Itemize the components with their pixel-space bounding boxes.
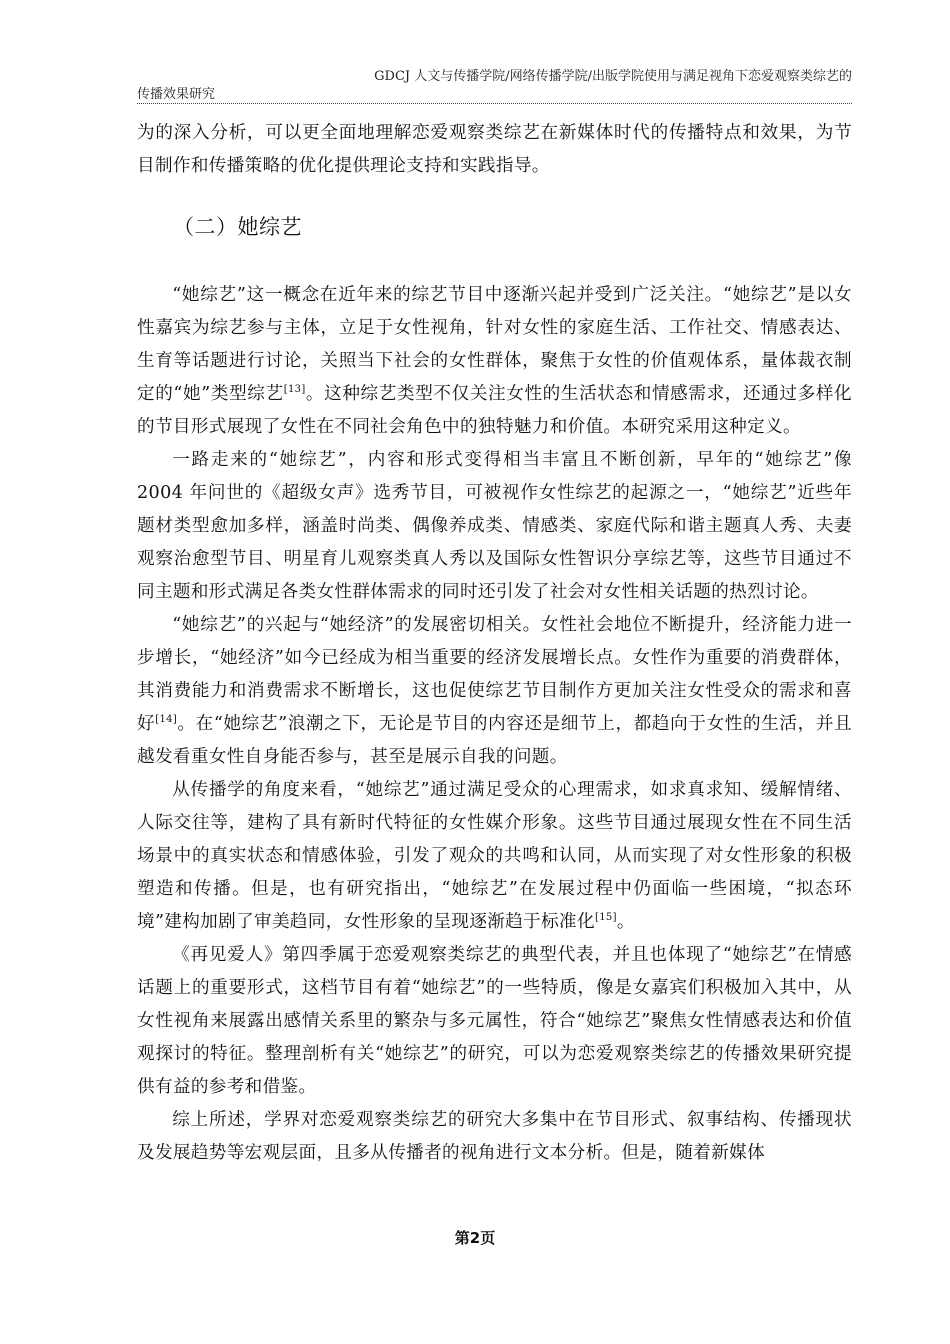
paragraph-1: [137, 279, 852, 444]
paragraph-text: 。这种综艺类型不仅关注女性的生活状态和情感需求，还通过多样化的节目形式展现了女性在不同社会角色中的独特魅力和价值。本研究采用这种定义。: [137, 384, 853, 437]
header-divider: [137, 103, 852, 104]
section-heading: （二）她综艺: [173, 215, 302, 239]
paragraph-text: 。在“她综艺”浪潮之下，无论是节目的内容还是细节上，都趋向于女性的生活，并且越发看重女性自身能否参与，甚至是展示自我的问题。: [137, 714, 852, 767]
paragraph-5: [137, 939, 852, 1104]
citation-13: [13]: [283, 384, 306, 395]
paragraph-6: [137, 1104, 852, 1170]
paragraph-3: [137, 609, 852, 774]
header-line-1: GDCJ 人文与传播学院/网络传播学院/出版学院使用与满足视角下恋爱观察类综艺的: [374, 69, 852, 84]
intro-continuation: 为的深入分析，可以更全面地理解恋爱观察类综艺在新媒体时代的传播特点和效果，为节目制作和传播策略的优化提供理论支持和实践指导。: [137, 123, 852, 176]
paragraph-text: “她综艺”这一概念在近年来的综艺节目中逐渐兴起并受到广泛关注。“她综艺”是以女性嘉宾为综艺参与主体，立足于女性视角，针对女性的家庭生活、工作社交、情感表达、生育等话题进行讨论，关照当下社会的女性群体，聚焦于女性的价值观体系，量体裁衣制定的“她”类型综艺: [137, 285, 852, 404]
paragraph-text: 综上所述，学界对恋爱观察类综艺的研究大多集中在节目形式、叙事结构、传播现状及发展趋势等宏观层面，且多从传播者的视角进行文本分析。但是，随着新媒体: [137, 1110, 852, 1163]
paragraph-text: 。: [616, 912, 635, 932]
paragraph-2: [137, 444, 852, 609]
citation-14: [14]: [155, 714, 178, 725]
paragraph-text: 一路走来的“她综艺”，内容和形式变得相当丰富且不断创新，早年的“她综艺”像 2004 年问世的《超级女声》选秀节目，可被视作女性综艺的起源之一，“她综艺”近些年题材类型愈加多样，涵盖时尚类、偶像养成类、情感类、家庭代际和谐主题真人秀、夫妻观察治愈型节目、明星育儿观察类真人秀以及国际女性智识分享综艺等，这些节目通过不同主题和形式满足各类女性群体需求的同时还引发了社会对女性相关话题的热烈讨论。: [137, 450, 852, 602]
page-number: 第2页: [454, 1229, 496, 1247]
citation-15: [15]: [594, 912, 617, 923]
paragraph-text: 《再见爱人》第四季属于恋爱观察类综艺的典型代表，并且也体现了“她综艺”在情感话题上的重要形式，这档节目有着“她综艺”的一些特质，像是女嘉宾们积极加入其中，从女性视角来展露出感情关系里的繁杂与多元属性，符合“她综艺”聚焦女性情感表达和价值观探讨的特征。整理剖析有关“她综艺”的研究，可以为恋爱观察类综艺的传播效果研究提供有益的参考和借鉴。: [137, 945, 852, 1097]
header-line-2: 传播效果研究: [137, 87, 216, 102]
paragraph-text: “她综艺”的兴起与“她经济”的发展密切相关。女性社会地位不断提升，经济能力进一步增长，“她经济”如今已经成为相当重要的经济发展增长点。女性作为重要的消费群体，其消费能力和消费需求不断增长，这也促使综艺节目制作方更加关注女性受众的需求和喜好: [137, 615, 852, 734]
paragraph-4: [137, 774, 852, 939]
paragraph-text: 从传播学的角度来看，“她综艺”通过满足受众的心理需求，如求真求知、缓解情绪、人际交往等，建构了具有新时代特征的女性媒介形象。这些节目通过展现女性在不同生活场景中的真实状态和情感体验，引发了观众的共鸣和认同，从而实现了对女性形象的积极塑造和传播。但是，也有研究指出，“她综艺”在发展过程中仍面临一些困境，“拟态环境”建构加剧了审美趋同，女性形象的呈现逐渐趋于标准化: [137, 780, 852, 932]
page-body: [137, 117, 852, 1170]
running-header: [137, 68, 852, 104]
